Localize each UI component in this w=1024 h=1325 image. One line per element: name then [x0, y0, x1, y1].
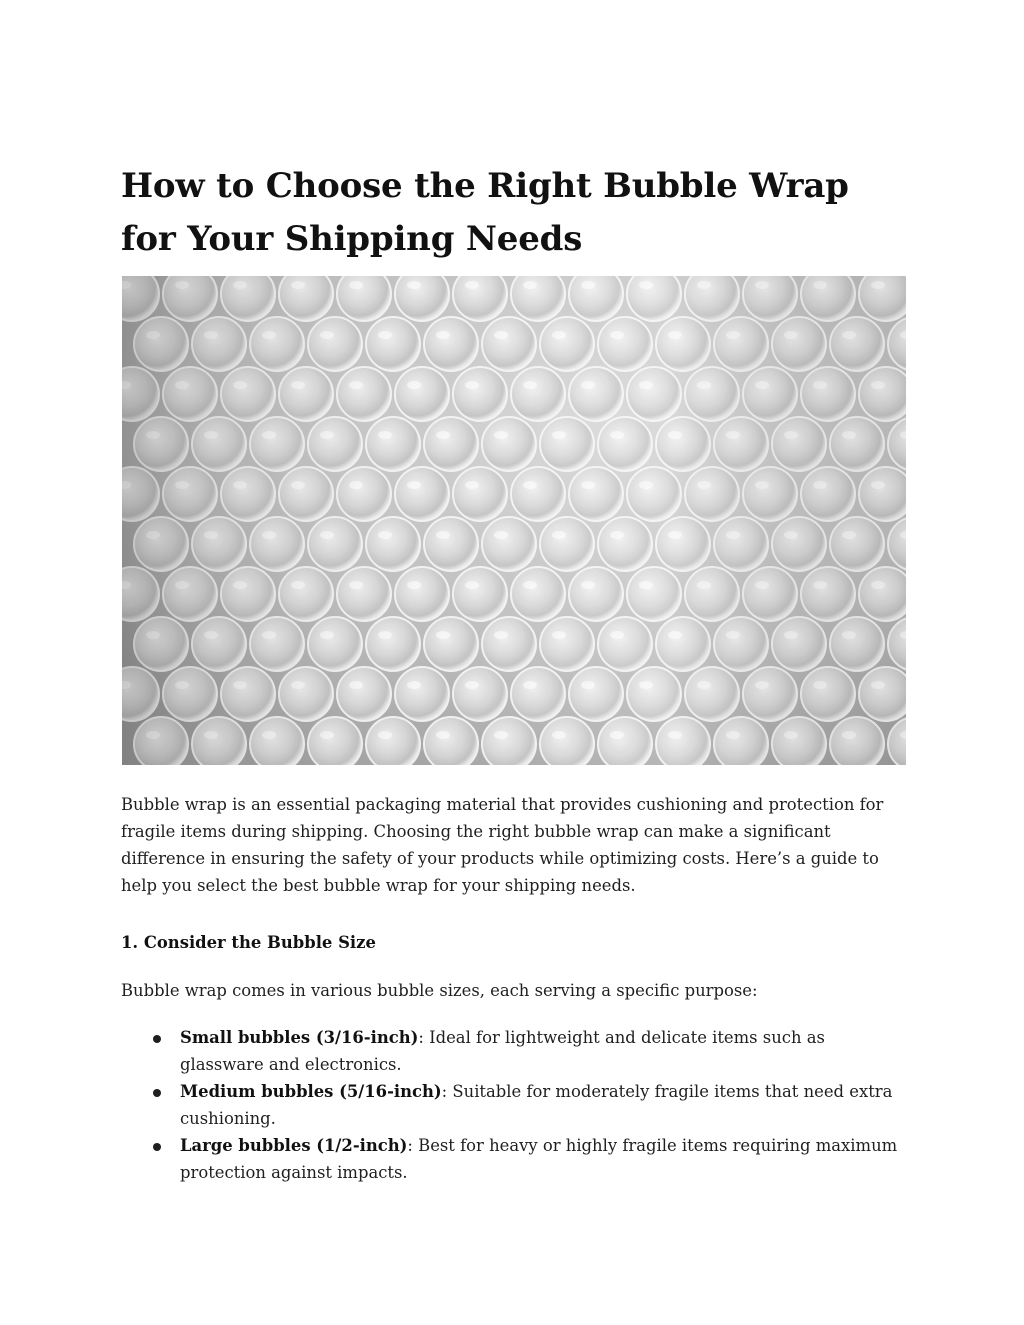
- list-item-term: Medium bubbles (5/16-inch): [180, 1082, 442, 1101]
- bullet-icon: [153, 1035, 161, 1043]
- list-item-text: : Ideal for lightweight and delicate items such as glassware and electronics.: [180, 1028, 825, 1074]
- page-title: How to Choose the Right Bubble Wrap for Your Shipping Needs: [121, 166, 849, 259]
- list-item-text: : Suitable for moderately fragile items that need extra cushioning.: [180, 1082, 893, 1128]
- bubble-size-list: [121, 1024, 911, 1186]
- list-item: [121, 1024, 911, 1078]
- bullet-icon: [153, 1089, 161, 1097]
- list-item-term: Large bubbles (1/2-inch): [180, 1136, 408, 1155]
- section-lead-paragraph: Bubble wrap comes in various bubble sizes, each serving a specific purpose:: [121, 981, 758, 1000]
- list-item-term: Small bubbles (3/16-inch): [180, 1028, 419, 1047]
- bubble-wrap-photo-icon: [122, 276, 906, 765]
- list-item: [121, 1132, 911, 1186]
- list-item-text: : Best for heavy or highly fragile items requiring maximum protection against impacts.: [180, 1136, 898, 1182]
- bullet-icon: [153, 1143, 161, 1151]
- intro-paragraph: Bubble wrap is an essential packaging material that provides cushioning and protection for fragile items during shipping. Choosing the right bubble wrap can make a significant difference in ensuring the safety of your products while optimizing costs. Here’s a guide to help you select the best bubble wrap for your shipping needs.: [121, 795, 884, 895]
- section-heading-bubble-size: 1. Consider the Bubble Size: [121, 933, 376, 952]
- list-item: [121, 1078, 911, 1132]
